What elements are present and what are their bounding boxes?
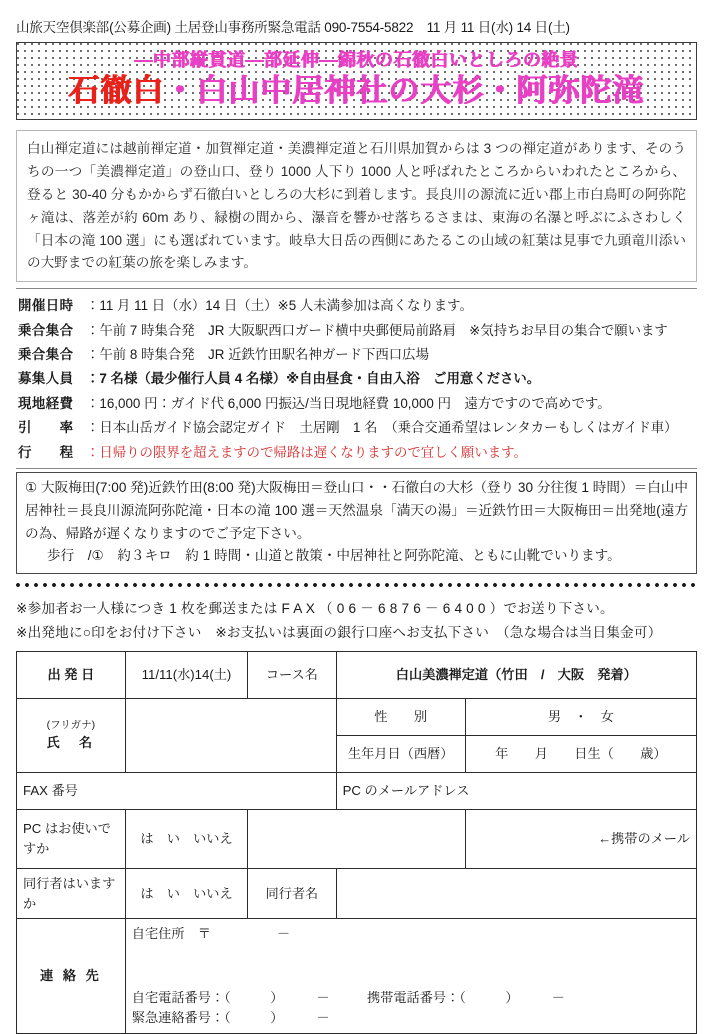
pc-mail-field[interactable]: PC のメールアドレス bbox=[336, 772, 696, 809]
name-label-cell bbox=[17, 698, 126, 772]
notice-fax: ※参加者お一人様につき 1 枚を郵送または F A X （ 0 6 － 6 8 7 6 － 6 4 0 0 ）でお送り下さい。 bbox=[16, 601, 614, 617]
application-form-table bbox=[16, 651, 697, 1034]
companion-name-label: 同行者名 bbox=[248, 868, 336, 919]
detail-label: 乗合集合 bbox=[18, 346, 74, 362]
table-row bbox=[17, 698, 697, 735]
detail-row bbox=[18, 319, 695, 343]
gender-label: 性 別 bbox=[336, 698, 465, 735]
mobile-mail-note: ←携帯のメール bbox=[465, 809, 696, 868]
intro-paragraph: 白山禅定道には越前禅定道・加賀禅定道・美濃禅定道と石川県加賀からは 3 つの禅定道があります、そのうちの一つ「美濃禅定道」の登山口、登り 1000 人下り 1000 人と呼ばれたところからいわれたところから、登ると 30-40 分もかからず石徹白いとしろの大杉に到着します。長良川の源流に近い郡上市白鳥町の阿弥陀ヶ滝は、落差が約 60m あり、緑樹の間から、瀑音を響かせ落ちるさまは、東海の名瀑と呼ぶにふさわしく「日本の滝 100 選」にも選ばれています。岐阜大日岳の西側にあたるこの山域の紅葉は見事で九頭竜川添いの大野までの紅葉の旅を楽しみます。 bbox=[16, 130, 697, 282]
departure-date-label: 出 発 日 bbox=[17, 651, 126, 698]
banner-subtitle: ―中部縦貫道―部延伸―錦秋の石徹白いとしろの絶景 bbox=[134, 50, 579, 71]
title-banner bbox=[16, 42, 697, 120]
detail-label: 募集人員 bbox=[18, 371, 74, 387]
detail-label: 現地経費 bbox=[18, 395, 74, 411]
home-address-label[interactable]: 自宅住所 〒 － bbox=[131, 926, 291, 942]
departure-date-value: 11/11(水)14(土) bbox=[125, 651, 247, 698]
detail-label: 開催日時 bbox=[18, 298, 74, 314]
dotted-separator bbox=[16, 581, 697, 590]
detail-row bbox=[18, 392, 695, 416]
name-input-cell[interactable] bbox=[125, 698, 336, 772]
detail-row bbox=[18, 441, 695, 465]
pc-use-label: PC はお使いですか bbox=[17, 809, 126, 868]
detail-row bbox=[18, 294, 695, 318]
detail-value: ：7 名様（最少催行人員 4 名様）※自由昼食・自由入浴 ご用意ください。 bbox=[86, 371, 541, 387]
pc-use-options[interactable]: は い いいえ bbox=[125, 809, 247, 868]
itinerary-line-1: ① 大阪梅田(7:00 発)近鉄竹田(8:00 発)大阪梅田＝登山口・・石徹白の大杉（登り 30 分往復 1 時間）＝白山中居神社＝長良川源流阿弥陀滝・日本の滝 100 選＝天然温泉「満天の湯」＝近鉄竹田＝大阪梅田＝出発地(遠方の為、帰路が遅くなりますのでご予定下さい。 bbox=[25, 479, 688, 541]
detail-value: ：日本山岳ガイド協会認定ガイド 土居剛 1 名 （乗合交通希望はレンタカーもしくはガイド車） bbox=[86, 420, 678, 436]
course-value: 白山美濃禅定道（竹田 / 大阪 発着） bbox=[336, 651, 696, 698]
detail-label: 引 率 bbox=[18, 420, 74, 436]
table-row bbox=[17, 809, 697, 868]
details-block bbox=[16, 288, 697, 469]
table-row bbox=[17, 919, 697, 1033]
detail-value: ：11 月 11 日（水）14 日（土）※5 人未満参加は高くなります。 bbox=[86, 298, 473, 314]
table-row bbox=[17, 772, 697, 809]
course-label: コース名 bbox=[248, 651, 336, 698]
detail-value: ：日帰りの限界を超えますので帰路は遅くなりますので宜しく願います。 bbox=[86, 444, 527, 460]
detail-label: 行 程 bbox=[18, 444, 74, 460]
banner-title-magenta: ・白山中居神社の大杉・阿弥陀滝 bbox=[164, 73, 645, 109]
mobile-phone-label[interactable]: 携帯電話番号：（ ） － bbox=[366, 990, 565, 1006]
itinerary-box bbox=[16, 472, 697, 574]
detail-value: ：午前 8 時集合発 JR 近鉄竹田駅名神ガード下西口広場 bbox=[86, 346, 429, 362]
emergency-phone-label[interactable]: 緊急連絡番号：（ ） － bbox=[131, 1010, 330, 1025]
contact-details-cell bbox=[125, 919, 696, 1033]
name-label: 氏 名 bbox=[46, 735, 96, 751]
detail-row bbox=[18, 367, 695, 391]
header-contact-line: 山旅天空倶楽部(公募企画) 土居登山事務所緊急電話 090-7554-5822 11 月 11 日(水) 14 日(土) bbox=[16, 20, 570, 35]
home-address-input[interactable] bbox=[132, 944, 690, 988]
itinerary-line-2: 歩行 /① 約３キロ 約 1 時間・山道と散策・中居神社と阿弥陀滝、ともに山靴でいります。 bbox=[47, 548, 621, 564]
detail-value: ：午前 7 時集合発 JR 大阪駅西口ガード横中央郵便局前路肩 ※気持ちお早目の集合で願います bbox=[86, 322, 668, 338]
notice-payment: ※出発地に○印をお付け下さい ※お支払いは裏面の銀行口座へお支払下さい （急な場合は当日集金可） bbox=[16, 625, 662, 641]
furigana-label: (フリガナ) bbox=[46, 718, 96, 731]
table-row bbox=[17, 651, 697, 698]
banner-title bbox=[17, 72, 696, 111]
birth-date-value[interactable]: 年 月 日生（ 歳） bbox=[465, 735, 696, 772]
banner-title-red: 石徹白 bbox=[68, 73, 165, 109]
companion-label: 同行者はいますか bbox=[17, 868, 126, 919]
companion-name-input[interactable] bbox=[336, 868, 696, 919]
mobile-mail-input[interactable] bbox=[248, 809, 466, 868]
home-phone-label[interactable]: 自宅電話番号：（ ） － bbox=[131, 990, 330, 1006]
table-row bbox=[17, 868, 697, 919]
companion-options[interactable]: は い いいえ bbox=[125, 868, 247, 919]
contact-label: 連 絡 先 bbox=[17, 919, 126, 1033]
detail-row bbox=[18, 343, 695, 367]
gender-options[interactable]: 男 ・ 女 bbox=[465, 698, 696, 735]
detail-value: ：16,000 円：ガイド代 6,000 円振込/当日現地経費 10,000 円 遠方ですので高めです。 bbox=[86, 395, 611, 411]
detail-row bbox=[18, 416, 695, 440]
birth-date-label: 生年月日（西暦） bbox=[336, 735, 465, 772]
phone-row bbox=[132, 988, 690, 1008]
detail-label: 乗合集合 bbox=[18, 322, 74, 338]
fax-number-field[interactable]: FAX 番号 bbox=[17, 772, 337, 809]
